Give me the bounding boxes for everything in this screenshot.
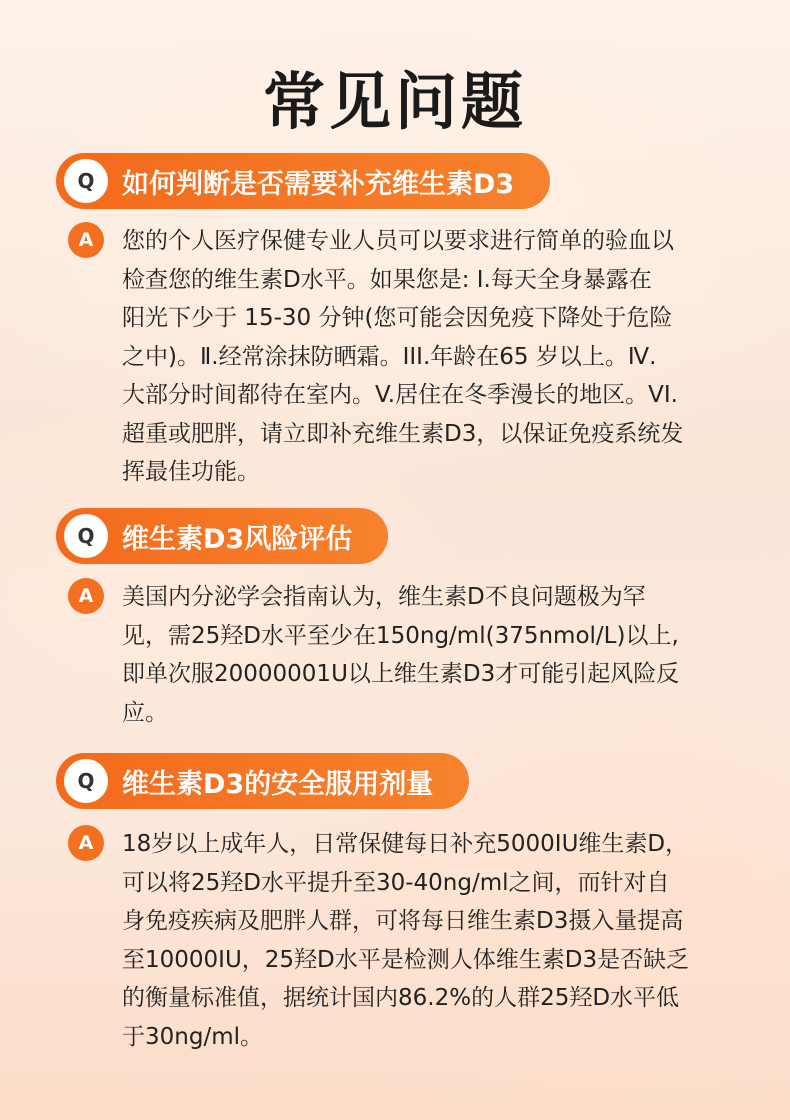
answer-line: 挥最佳功能。 xyxy=(122,459,260,485)
answer-line: 美国内分泌学会指南认为，维生素D不良问题极为罕 xyxy=(122,584,646,610)
a-badge: A xyxy=(68,578,104,614)
answer-line: 可以将25羟D水平提升至30-40ng/ml之间，而针对自 xyxy=(122,869,670,896)
q-badge: Q xyxy=(64,759,108,803)
question-text: 维生素D3风险评估 xyxy=(122,523,353,555)
question-text: 如何判断是否需要补充维生素D3 xyxy=(122,168,515,200)
answer-line: 的衡量标准值，据统计国内86.2%的人群25羟D水平低 xyxy=(122,985,680,1011)
a-badge: A xyxy=(68,222,104,258)
page-title: 常见问题 xyxy=(262,65,527,138)
answer-line: 18岁以上成年人，日常保健每日补充5000IU维生素D， xyxy=(122,831,689,857)
answer-line: 超重或肥胖，请立即补充维生素D3，以保证免疫系统发 xyxy=(122,420,684,447)
faq-question-2 xyxy=(56,508,388,564)
answer-line: 检查您的维生素D水平。如果您是: Ⅰ.每天全身暴露在 xyxy=(122,266,652,293)
answer-line: 之中)。Ⅱ.经常涂抹防晒霜。III.年龄在65 岁以上。Ⅳ. xyxy=(122,343,657,370)
answer-line: 您的个人医疗保健专业人员可以要求进行简单的验血以 xyxy=(122,228,674,254)
answer-line: 即单次服20000001U以上维生素D3才可能引起风险反 xyxy=(122,661,680,687)
answer-line: 应。 xyxy=(122,699,168,726)
answer-line: 阳光下少于 15-30 分钟(您可能会因免疫下降处于危险 xyxy=(122,305,673,331)
faq-answer-2 xyxy=(122,578,752,732)
faq-question-1 xyxy=(56,153,550,209)
answer-line: 大部分时间都待在室内。V.居住在冬季漫长的地区。VI. xyxy=(122,382,678,408)
faq-answer-1 xyxy=(122,222,752,492)
answer-line: 至10000IU，25羟D水平是检测人体维生素D3是否缺乏 xyxy=(122,946,690,973)
answer-line: 见，需25羟D水平至少在150ng/ml(375nmol/L)以上, xyxy=(122,622,679,649)
faq-question-3 xyxy=(56,753,469,809)
q-badge: Q xyxy=(64,514,108,558)
q-badge: Q xyxy=(64,159,108,203)
question-text: 维生素D3的安全服用剂量 xyxy=(122,768,434,800)
answer-line: 身免疫疾病及肥胖人群，可将每日维生素D3摄入量提高 xyxy=(122,908,684,934)
faq-answer-3 xyxy=(122,825,752,1056)
a-badge: A xyxy=(68,825,104,861)
answer-line: 于30ng/ml。 xyxy=(122,1023,263,1050)
